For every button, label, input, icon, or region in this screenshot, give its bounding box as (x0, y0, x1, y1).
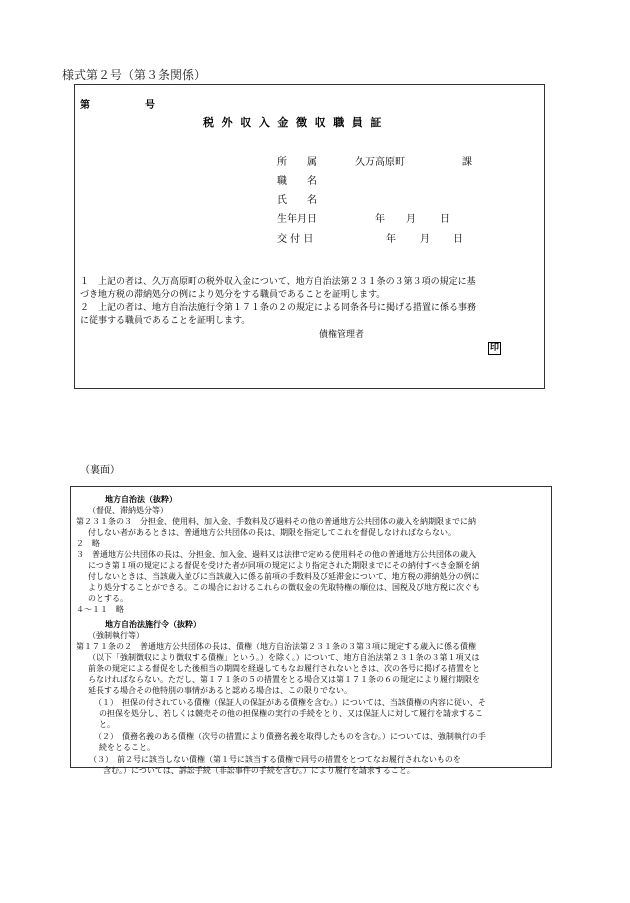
seal-mark: 印 (489, 343, 499, 353)
issue-day: 日 (453, 234, 463, 245)
article-231-line2: 付しない者があるときは、普通地方公共団体の長は、期限を指定してこれを督促しなければならない。 (88, 528, 456, 537)
signer-title: 債権管理者 (319, 330, 365, 340)
item-3-line2: につき第１項の規定による督促を受けた者が同項の規定により指定された期限までにその納付すべき金額を納 (88, 561, 480, 570)
sub-item-1-line2: の担保を処分し、若しくは競売その他の担保権の実行の手続をとり、又は保証人に対して履行を請求するこ (99, 709, 483, 718)
cert-para1-line1: １ 上記の者は、久万高原町の税外収入金について、地方自治法第２３１条の３第３項の規定に基 (80, 277, 476, 287)
law2-subtitle: （強制執行等） (88, 631, 144, 640)
article-171-line2: （以下「強制徴収により徴収する債権」という。）を除く。）について、地方自治法第２３１条の３第１項又は (88, 653, 480, 662)
law1-subtitle: （督促、滞納処分等） (88, 506, 168, 515)
affiliation-value: 久万高原町 (355, 157, 405, 168)
birthdate-year: 年 (375, 214, 385, 225)
affiliation-label: 所 属 (277, 157, 317, 168)
item-3-line4: より処分することができる。この場合におけるこれらの徴収金の先取特権の順位は、国税及び地方税に次ぐも (88, 583, 480, 592)
sub-item-1-line1: （１） 担保の付されている債権（保証人の保証がある債権を含む。）については、当該債権の内容に従い、そ (94, 698, 486, 707)
cert-para2-line2: に従事する職員であることを証明します。 (80, 316, 251, 326)
item-3-line3: 付しないときは、当該歳入並びに当該歳入に係る前項の手数料及び延滞金について、地方税の滞納処分の例に (88, 572, 480, 581)
law2-title: 地方自治法施行令（抜粋） (105, 620, 201, 629)
number-label: 第 (80, 100, 90, 111)
birthdate-day: 日 (440, 214, 450, 225)
issue-month: 月 (420, 234, 430, 245)
article-171-line5: 延長する場合その他特別の事情があると認める場合は、この限りでない。 (88, 686, 352, 695)
position-label: 職 名 (277, 176, 317, 187)
sub-item-3-line1: （３） 前２号に該当しない債権（第１号に該当する債権で同号の措置をとつてなお履行されないものを (89, 755, 461, 764)
item-4-11: ４～１１ 略 (76, 605, 124, 614)
birthdate-label: 生年月日 (277, 214, 317, 225)
cert-para2-line1: ２ 上記の者は、地方自治法施行令第１７１条の２の規定による同条各号に掲げる措置に係る事務 (80, 303, 477, 313)
number-suffix: 号 (145, 100, 155, 111)
article-171-line1: 第１７１条の２ 普通地方公共団体の長は、債権（地方自治法第２３１条の３第３項に規定する歳入に係る債権 (76, 642, 476, 651)
name-label: 氏 名 (277, 195, 317, 206)
sub-item-2-line1: （２） 債務名義のある債権（次号の措置により債務名義を取得したものを含む。）については、強制執行の手 (94, 732, 486, 741)
issue-date-label: 交 付 日 (277, 234, 314, 245)
sub-item-1-line3: と。 (99, 720, 115, 729)
cert-para1-line2: づき地方税の滞納処分の例により処分をする職員であることを証明します。 (80, 290, 386, 300)
sub-item-2-line2: 続をとること。 (99, 743, 155, 752)
back-label: （裏面） (80, 465, 120, 476)
item-3-line1: ３ 普通地方公共団体の長は、分担金、加入金、過料又は法律で定める使用料その他の普通地方公共団体の歳入 (76, 550, 476, 559)
form-label: 様式第２号（第３条関係） (62, 68, 207, 82)
birthdate-month: 月 (406, 214, 416, 225)
article-171-line3: 前条の規定による督促をした後相当の期間を経過してもなお履行されないときは、次の各号に掲げる措置をと (88, 664, 480, 673)
item-2: ２ 略 (76, 539, 100, 548)
law1-title: 地方自治法（抜粋） (105, 495, 177, 504)
affiliation-suffix: 課 (462, 157, 472, 168)
issue-year: 年 (386, 234, 396, 245)
article-231-line1: 第２３１条の３ 分担金、使用料、加入金、手数料及び過料その他の普通地方公共団体の歳入を納期限までに納 (76, 517, 476, 526)
item-3-line5: のとする。 (88, 594, 128, 603)
article-171-line4: らなければならない。ただし、第１７１条の５の措置をとる場合又は第１７１条の６の規定により履行期限を (88, 675, 480, 684)
sub-item-3-line2: 含む。）については、訴訟手続（非訟事件の手続を含む。）により履行を請求すること。 (103, 766, 415, 775)
card-title: 税外収入金徴収職員証 (203, 116, 389, 129)
